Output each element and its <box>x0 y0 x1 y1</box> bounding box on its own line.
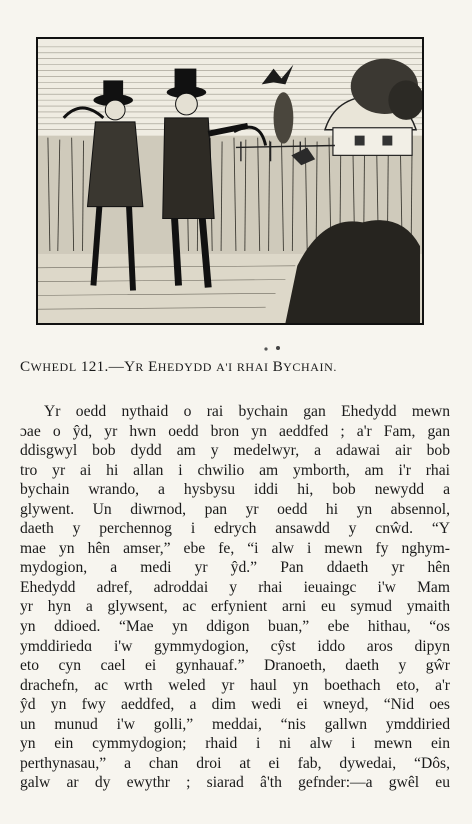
title-rest-5: YCHAIN. <box>283 360 337 374</box>
heading-prefix-initial: C <box>20 358 31 375</box>
body-line: ddisgwyl bob dydd am y medelwyr, a adawai air bob <box>20 442 450 460</box>
fable-number: 121.— <box>80 358 125 375</box>
body-line: Ehedydd adref, adroddai y rhai ieuaingc i'w Mam <box>20 578 450 596</box>
title-initial-2: E <box>148 358 158 375</box>
title-rest-1: R <box>135 360 145 374</box>
title-word-4: RHAI <box>236 360 269 374</box>
body-line: mydogion, a medi yr ŷd.” Pan ddaeth yr hên <box>20 559 450 577</box>
body-line: Yr oedd nythaid o rai bychain gan Ehedydd mewn <box>44 403 450 420</box>
fable-heading <box>20 358 460 376</box>
body-line: un munud i'w golli,” meddai, “nis gallwn ymddiried <box>20 715 450 733</box>
body-line: yr hyn a glywsent, ac erfynient arni eu symud ymaith <box>20 598 450 616</box>
body-line: yn ein cymmydogion; rhaid i ni alw i mewn ein <box>20 735 450 753</box>
heading-prefix-rest: WHEDL <box>30 360 77 374</box>
body-line: bychain wrando, a hysbysu iddi hi, bob newydd a <box>20 481 450 499</box>
body-line: perthynasau,” a chan droi at ei fab, dywedai, “Dôs, <box>20 754 450 772</box>
body-line: galw ar dy ewythr ; siarad â'th gefnder:—a gwêl eu <box>20 774 450 792</box>
body-line: drachefn, ac wrth weled yr haul yn boethach eto, a'r <box>20 676 450 694</box>
body-line: mae yn hên amser,” ebe fe, “i alw i mewn fy nghym- <box>20 539 450 557</box>
title-word-3: A'I <box>216 360 233 374</box>
title-initial-1: Y <box>124 358 136 375</box>
body-line: ŷd yn fwy aeddfed, a dim wedi ei wneyd, “Nid oes <box>20 696 450 714</box>
fable-body <box>20 402 450 793</box>
woodcut-illustration <box>36 37 424 325</box>
body-line: yn ddioed. “Mae yn ddigon buan,” ebe hithau, “os <box>20 618 450 636</box>
body-line: eto cyn cael ei gynhauaf.” Dranoeth, daeth y gŵr <box>20 657 450 675</box>
ink-speck <box>262 346 286 352</box>
body-line: glywent. Un diwrnod, pan yr oedd hi yn absennol, <box>20 500 450 518</box>
body-line: daeth y perchennog i edrych ansawdd y cnŵd. “Y <box>20 520 450 538</box>
woodcut-scene <box>38 39 422 323</box>
body-line: tro yr ai hi allan i chwilio am ymborth, am i'r rhai <box>20 461 450 479</box>
body-line: ymddiriedɑ i'w gymmydogion, cŷst iddo aros dipyn <box>20 637 450 655</box>
title-initial-5: B <box>272 358 284 375</box>
body-line: ɔae o ŷd, yr hwn oedd bron yn aeddfed ; a'r Fam, gan <box>20 422 450 440</box>
title-rest-2: HEDYDD <box>157 360 212 374</box>
